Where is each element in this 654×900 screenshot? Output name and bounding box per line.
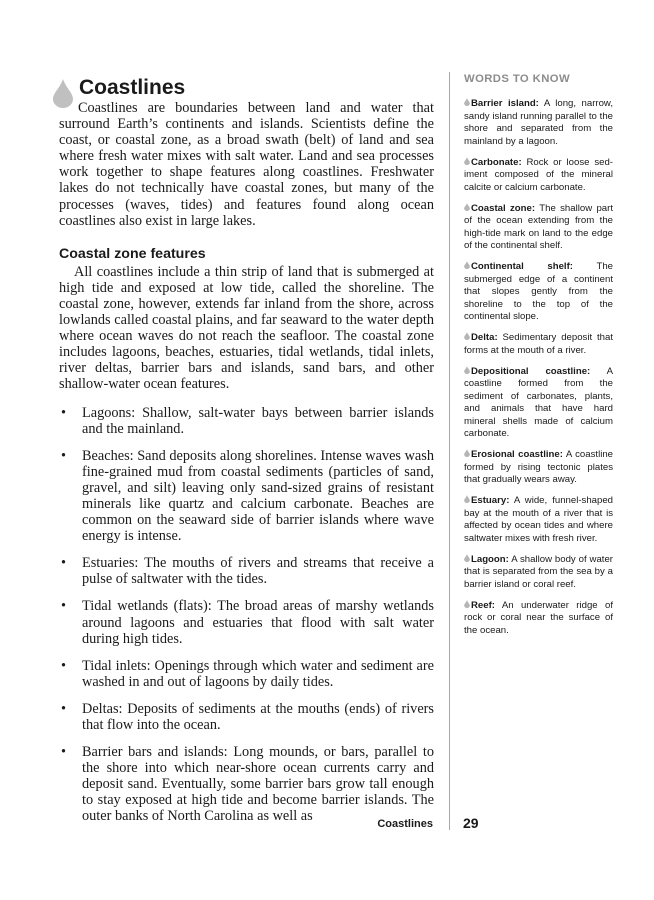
main-column: [59, 76, 434, 836]
glossary-entry: [464, 261, 613, 324]
glossary-entry: [464, 203, 613, 253]
glossary-term: Delta:: [471, 332, 498, 343]
list-item: [59, 448, 434, 545]
glossary-entry: [464, 98, 613, 148]
water-drop-icon: [464, 98, 470, 106]
bullet-icon: •: [61, 700, 67, 717]
glossary-term: Carbonate:: [471, 156, 522, 168]
glossary-definition: The submerged edge of a continent that slopes gently from the shoreline to the top of the continental slope.: [464, 261, 613, 322]
list-item-text: Tidal inlets: Openings through which water and sediment are washed in and out of lagoons by daily tides.: [82, 657, 434, 690]
glossary-term: Coastal zone:: [471, 202, 536, 214]
glossary-definition: A long, narrow, sandy island running parallel to the shore and separated from the mainland by a lagoon.: [464, 98, 613, 147]
list-item: [59, 598, 434, 646]
water-drop-icon: [464, 332, 470, 340]
bullet-icon: •: [61, 657, 67, 674]
glossary-definition: An underwater ridge of rock or coral near the surface of the ocean.: [464, 599, 614, 636]
list-item-text: Tidal wetlands (flats): The broad areas of marshy wetlands around lagoons and estuaries that flood with salt water during high tides.: [82, 598, 434, 647]
glossary-entry: [464, 332, 613, 357]
glossary-definition: A shallow body of water that is separated from the sea by a barrier island or coral reef.: [464, 553, 613, 590]
glossary-definition: The shallow part of the ocean extending from the high-tide mark on land to the edge of the continental shelf.: [464, 202, 614, 251]
water-drop-icon: [464, 600, 470, 608]
words-to-know-sidebar: [464, 73, 613, 646]
page-number: 29: [463, 815, 479, 831]
glossary-definition: Rock or loose sed-iment composed of the mineral calcite or calcium carbonate.: [464, 156, 613, 193]
glossary-entry: [464, 157, 613, 195]
glossary-definition: A wide, funnel-shaped bay at the mouth of a river that is affected by ocean tides and where saltwater mixes with fresh river.: [464, 495, 614, 544]
water-drop-icon: [464, 261, 470, 269]
list-item: [59, 405, 434, 437]
glossary-term: Lagoon:: [471, 553, 509, 565]
glossary-definition: A coastline formed by rising tectonic plates that gradually wears away.: [464, 449, 614, 485]
list-item-text: Barrier bars and islands: Long mounds, or bars, parallel to the shore into which near-shore ocean currents carry and deposit sand. Eventually, some barrier bars grow tall enough to stay exposed at high tide and become barrier islands. The outer banks of North Carolina as well as: [82, 744, 434, 825]
glossary-term: Estuary:: [471, 495, 510, 506]
water-drop-icon: [52, 78, 74, 108]
section-paragraph: All coastlines include a thin strip of land that is submerged at high tide and exposed at low tide, called the shoreline. The coastal zone, however, extends far inland from the shore, across lowlands called coastal plains, and far seaward to the water depth where ocean waves do not reach the seafloor. The coastal zone includes lagoons, beaches, estuaries, tidal wetlands, tidal inlets, river deltas, barrier bars and islands, sand bars, and other shallow-water ocean features.: [59, 263, 434, 393]
list-item-text: Beaches: Sand deposits along shorelines. Intense waves wash fine-grained mud from coastal sediments (particles of sand, gravel, and silt) leaving only sand-sized grains of resistant minerals like quartz and calcium carbonate. Beaches are common on the seaward side of barrier islands where wave energy is intense.: [82, 447, 434, 545]
list-item-text: Lagoons: Shallow, salt-water bays between barrier islands and the mainland.: [82, 404, 434, 437]
water-drop-icon: [464, 157, 470, 165]
water-drop-icon: [464, 495, 470, 503]
glossary-entry: [464, 495, 613, 545]
page-title: Coastlines: [79, 76, 186, 99]
running-footer: Coastlines: [377, 818, 433, 830]
bullet-icon: •: [61, 744, 67, 761]
bullet-icon: •: [61, 404, 67, 421]
section-heading: Coastal zone features: [59, 245, 206, 262]
water-drop-icon: [464, 449, 470, 457]
glossary-entry: [464, 600, 613, 638]
water-drop-icon: [464, 366, 470, 374]
glossary-entry: [464, 449, 613, 487]
sidebar-heading: WORDS TO KNOW: [464, 73, 571, 85]
glossary-term: Reef:: [471, 599, 495, 611]
list-item: [59, 744, 434, 824]
glossary-term: Barrier island:: [471, 98, 539, 109]
glossary-entry: [464, 554, 613, 592]
intro-paragraph: Coastlines are boundaries between land and water that surround Earth’s continents and islands. Scientists define the coast, or coastal zone, as a broad swath (belt) of land and sea where fresh water mixes with salt water. Land and sea processes work together to shape features along coastlines. Freshwater lakes do not technically have coastal zones, but many of the processes (waves, tides) and features found along ocean coastlines also exist in large lakes.: [59, 100, 434, 229]
list-item: [59, 701, 434, 733]
glossary-term: Depositional coastline:: [471, 365, 591, 377]
title-row: [59, 76, 434, 100]
column-divider: [449, 72, 450, 830]
list-item: [59, 555, 434, 587]
list-item-text: Deltas: Deposits of sediments at the mouths (ends) of rivers that flow into the ocean.: [82, 700, 434, 733]
glossary-definition: Sedimentary deposit that forms at the mouth of a river.: [464, 332, 613, 356]
glossary-definition: A coastline formed from the sediment of carbonates, plants, and animals that have hard mineral shells made of calcium carbonate.: [464, 365, 613, 439]
glossary-term: Continental shelf:: [471, 261, 573, 272]
bullet-icon: •: [61, 598, 67, 615]
bullet-icon: •: [61, 555, 67, 572]
feature-list: [59, 405, 434, 825]
glossary-entry: [464, 366, 613, 441]
glossary-term: Erosional coastline:: [471, 449, 563, 460]
water-drop-icon: [464, 554, 470, 562]
list-item-text: Estuaries: The mouths of rivers and streams that receive a pulse of saltwater with the tides.: [82, 555, 434, 588]
water-drop-icon: [464, 203, 470, 211]
bullet-icon: •: [61, 447, 67, 464]
list-item: [59, 658, 434, 690]
